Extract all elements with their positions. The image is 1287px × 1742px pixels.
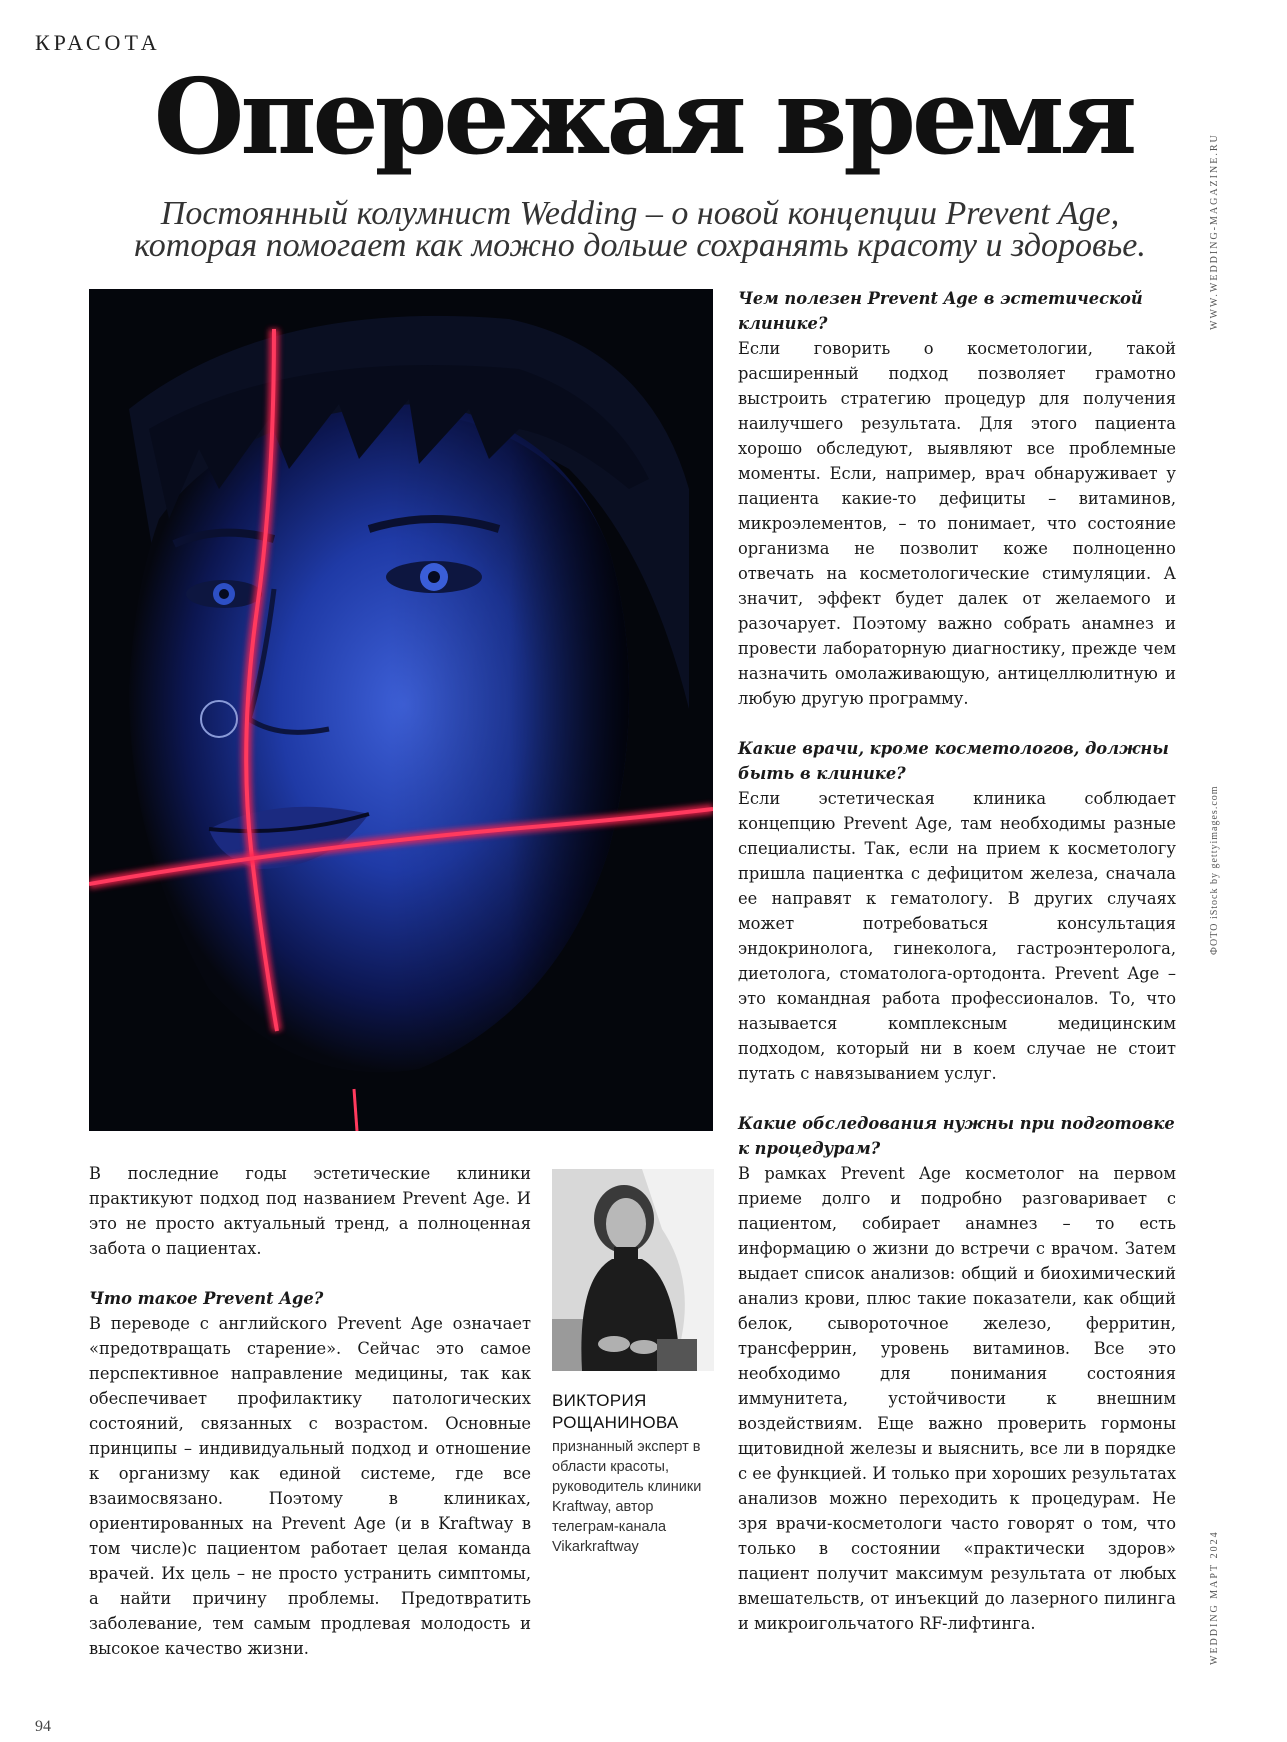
section-label: КРАСОТА <box>35 30 161 55</box>
author-last-name: РОЩАНИНОВА <box>552 1413 679 1432</box>
author-first-name: ВИКТОРИЯ <box>552 1391 647 1410</box>
right-column <box>738 286 1176 1661</box>
face-laser-illustration <box>89 289 713 1131</box>
author-name <box>552 1390 722 1434</box>
answer-paragraph: Если говорить о косметологии, такой расширенный подход позволяет грамотно выстроить стратегию процедур для получения наилучшего результата. Для этого пациента хорошо обследуют, выявляют все проблемные моменты. Если, например, врач обнаруживает у пациента какие-то дефициты – витаминов, микроэлементов, – то понимает, что состояние организма не позволит коже полноценно отвечать на косметологические стимуляции. А значит, эффект будет далек от желаемого и разочарует. Поэтому важно собрать анамнез и провести лабораторную диагностику, прежде чем назначить омолаживающую, антицеллюлитную и любую другую программу. <box>738 339 1176 708</box>
author-portrait-illustration <box>552 1169 714 1371</box>
subtitle-line: которая помогает как можно дольше сохранять красоту и здоровье. <box>134 227 1146 264</box>
page-number: 94 <box>35 1718 51 1735</box>
intro-paragraph: В последние годы эстетические клиники практикуют подход под названием Prevent Age. И это не просто актуальный тренд, а полноценная забота о пациентах. <box>89 1164 531 1258</box>
article-title: Опережая время <box>153 55 1134 178</box>
issue-label: WEDDING МАРТ 2024 <box>1209 1530 1220 1665</box>
website-label: WWW.WEDDING-MAGAZINE.RU <box>1209 133 1220 330</box>
question-heading: Какие обследования нужны при подготовке к процедурам? <box>738 1114 1175 1158</box>
answer-paragraph: В рамках Prevent Age косметолог на первом приеме долго и подробно разговаривает с пациентом, собирает анамнез – то есть информацию о жизни до встречи с врачом. Затем выдает список анализов: общий и биохимический анализ крови, плюс такие показатели, как общий белок, сывороточное железо, ферритин, трансферрин, уровень витаминов. Все это необходимо для понимания состояния иммунитета, устойчивости к внешним воздействиям. Еще важно проверить гормоны щитовидной железы и выяснить, все ли в порядке с ее функцией. И только при хороших результатах анализов можно переходить к процедурам. Не зря врачи-косметологи часто говорят о том, что только в состоянии «практически здоров» пациент получит максимум результата от любых вмешательств, от инъекций до лазерного пилинга и микроигольчатого RF-лифтинга. <box>738 1164 1176 1633</box>
question-heading: Чем полезен Prevent Age в эстетической клинике? <box>738 289 1143 333</box>
main-photo <box>89 289 713 1131</box>
author-photo <box>552 1169 714 1371</box>
answer-paragraph: Если эстетическая клиника соблюдает концепцию Prevent Age, там необходимы разные специалисты. Так, если на прием к косметологу пришла пациентка с дефицитом железа, сначала ее направят к гематологу. В других случаях может потребоваться консультация эндокринолога, гинеколога, гастроэнтеролога, диетолога, стоматолога-ортодонта. Prevent Age – это командная работа профессионалов. То, что называется комплексным медицинским подходом, который ни в коем случае не стоит путать с навязыванием услуг. <box>738 789 1176 1083</box>
left-column <box>89 1161 531 1686</box>
article-subtitle <box>90 195 1190 264</box>
question-heading: Какие врачи, кроме косметологов, должны быть в клинике? <box>738 739 1169 783</box>
subtitle-line: Постоянный колумнист Wedding – о новой концепции Prevent Age, <box>160 195 1120 232</box>
answer-paragraph: В переводе с английского Prevent Age означает «предотвращать старение». Сейчас это самое перспективное направление медицины, так как обеспечивает профилактику патологических состояний, связанных с возрастом. Основные принципы – индивидуальный подход и отношение к организму как единой системе, где все взаимосвязано. Поэтому в клиниках, ориентированных на Prevent Age (и в Kraftway в том числе)с пациентом работает целая команда врачей. Их цель – не просто устранить симптомы, а найти причину проблемы. Предотвратить заболевание, тем самым продлевая молодость и высокое качество жизни. <box>89 1314 531 1658</box>
author-description: признанный эксперт в области красоты, руководитель клиники Kraftway, автор телеграм-канала Vikarkraftway <box>552 1439 702 1555</box>
photo-credit: ФОТО iStock by gettyimages.com <box>1209 785 1220 955</box>
question-heading: Что такое Prevent Age? <box>89 1289 324 1308</box>
